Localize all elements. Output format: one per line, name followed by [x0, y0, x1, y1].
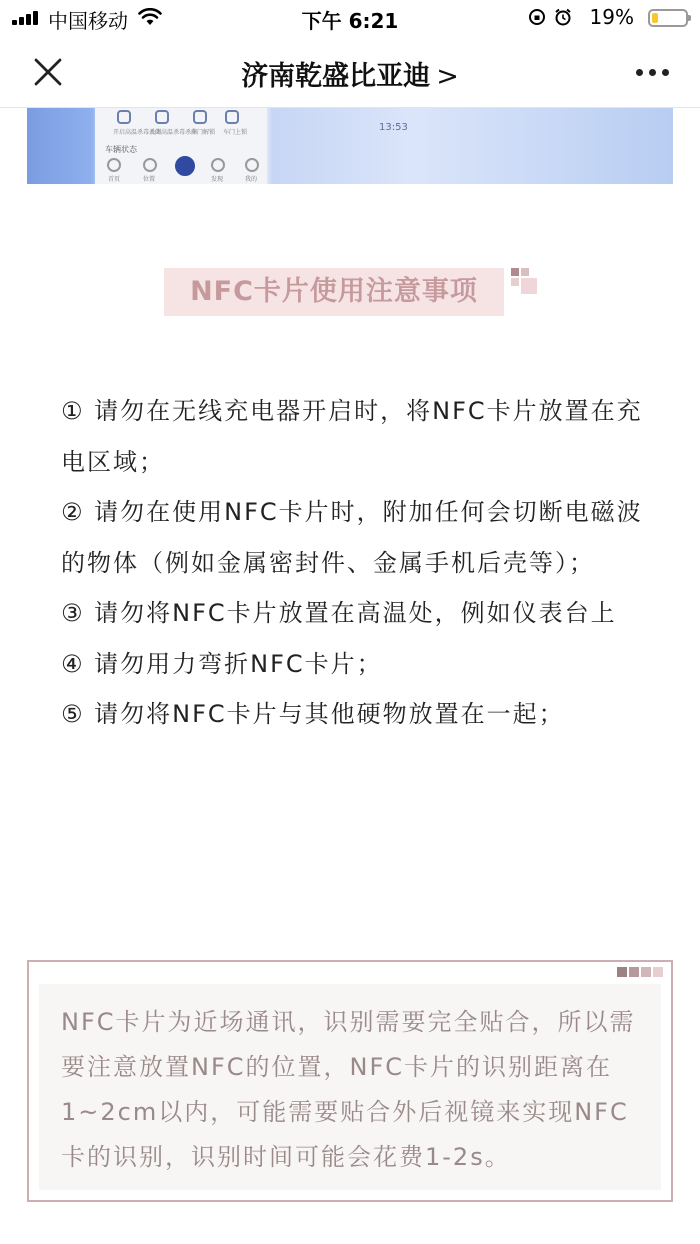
account-title[interactable] [0, 54, 700, 93]
chevron-right-icon: > [436, 61, 459, 92]
phone-tab-icon [211, 158, 225, 172]
phone-tab-icon [245, 158, 259, 172]
notes-list [61, 386, 651, 740]
phone-label: 关闭高温杀毒杀菌 [149, 129, 198, 136]
phone-tab-label: 位置 [143, 176, 156, 183]
note-item: ① 请勿在无线充电器开启时，将NFC卡片放置在充电区域； [61, 397, 643, 476]
account-name: 济南乾盛比亚迪 [241, 61, 431, 92]
phone-label: 车门上锁 [223, 129, 248, 136]
nav-bar [0, 36, 700, 108]
sterilize-on-icon [117, 110, 131, 124]
info-text: NFC卡片为近场通讯，识别需要完全贴合，所以需要注意放置NFC的位置，NFC卡片的识别距离在1~2cm以内，可能需要贴合外后视镜来实现NFC卡的识别，识别时间可能会花费1-2s。 [61, 1008, 636, 1171]
phone-screenshot [95, 108, 267, 184]
phone-tab-icon [107, 158, 121, 172]
phone-tab-label: 我的 [245, 176, 258, 183]
more-options-icon[interactable] [636, 69, 670, 77]
screen-time-text: 13:53 [379, 122, 408, 133]
note-item: ④ 请勿用力弯折NFC卡片； [61, 649, 383, 678]
carrier-label: 中国移动 [48, 9, 128, 33]
decorative-squares-icon [617, 967, 663, 977]
info-box [27, 960, 673, 1202]
phone-tab-icon [175, 156, 195, 176]
battery-icon [648, 9, 688, 27]
note-item: ③ 请勿将NFC卡片放置在高温处，例如仪表台上 [61, 599, 617, 627]
lock-icon [225, 110, 239, 124]
unlock-icon [193, 110, 207, 124]
phone-label: 车门解锁 [191, 129, 216, 136]
phone-label: 开启高温杀毒杀菌 [113, 129, 162, 136]
banner-image [27, 108, 673, 184]
alarm-icon [554, 8, 572, 26]
clock-time: 下午 6:21 [301, 9, 399, 33]
note-item: ⑤ 请勿将NFC卡片与其他硬物放置在一起； [61, 700, 565, 728]
battery-percent: 19% [589, 5, 634, 29]
phone-section-label: 车辆状态 [105, 145, 137, 154]
note-item: ② 请勿在使用NFC卡片时，附加任何会切断电磁波的物体（例如金属密封件、金属手机后壳等）； [61, 498, 643, 577]
phone-tab-icon [143, 158, 157, 172]
sterilize-off-icon [155, 110, 169, 124]
status-bar [0, 0, 700, 36]
section-heading: NFC卡片使用注意事项 [164, 268, 504, 316]
phone-tab-label: 发现 [211, 176, 224, 183]
decorative-squares-icon [511, 268, 539, 296]
orientation-lock-icon [528, 8, 546, 26]
phone-tab-label: 首页 [108, 176, 121, 183]
